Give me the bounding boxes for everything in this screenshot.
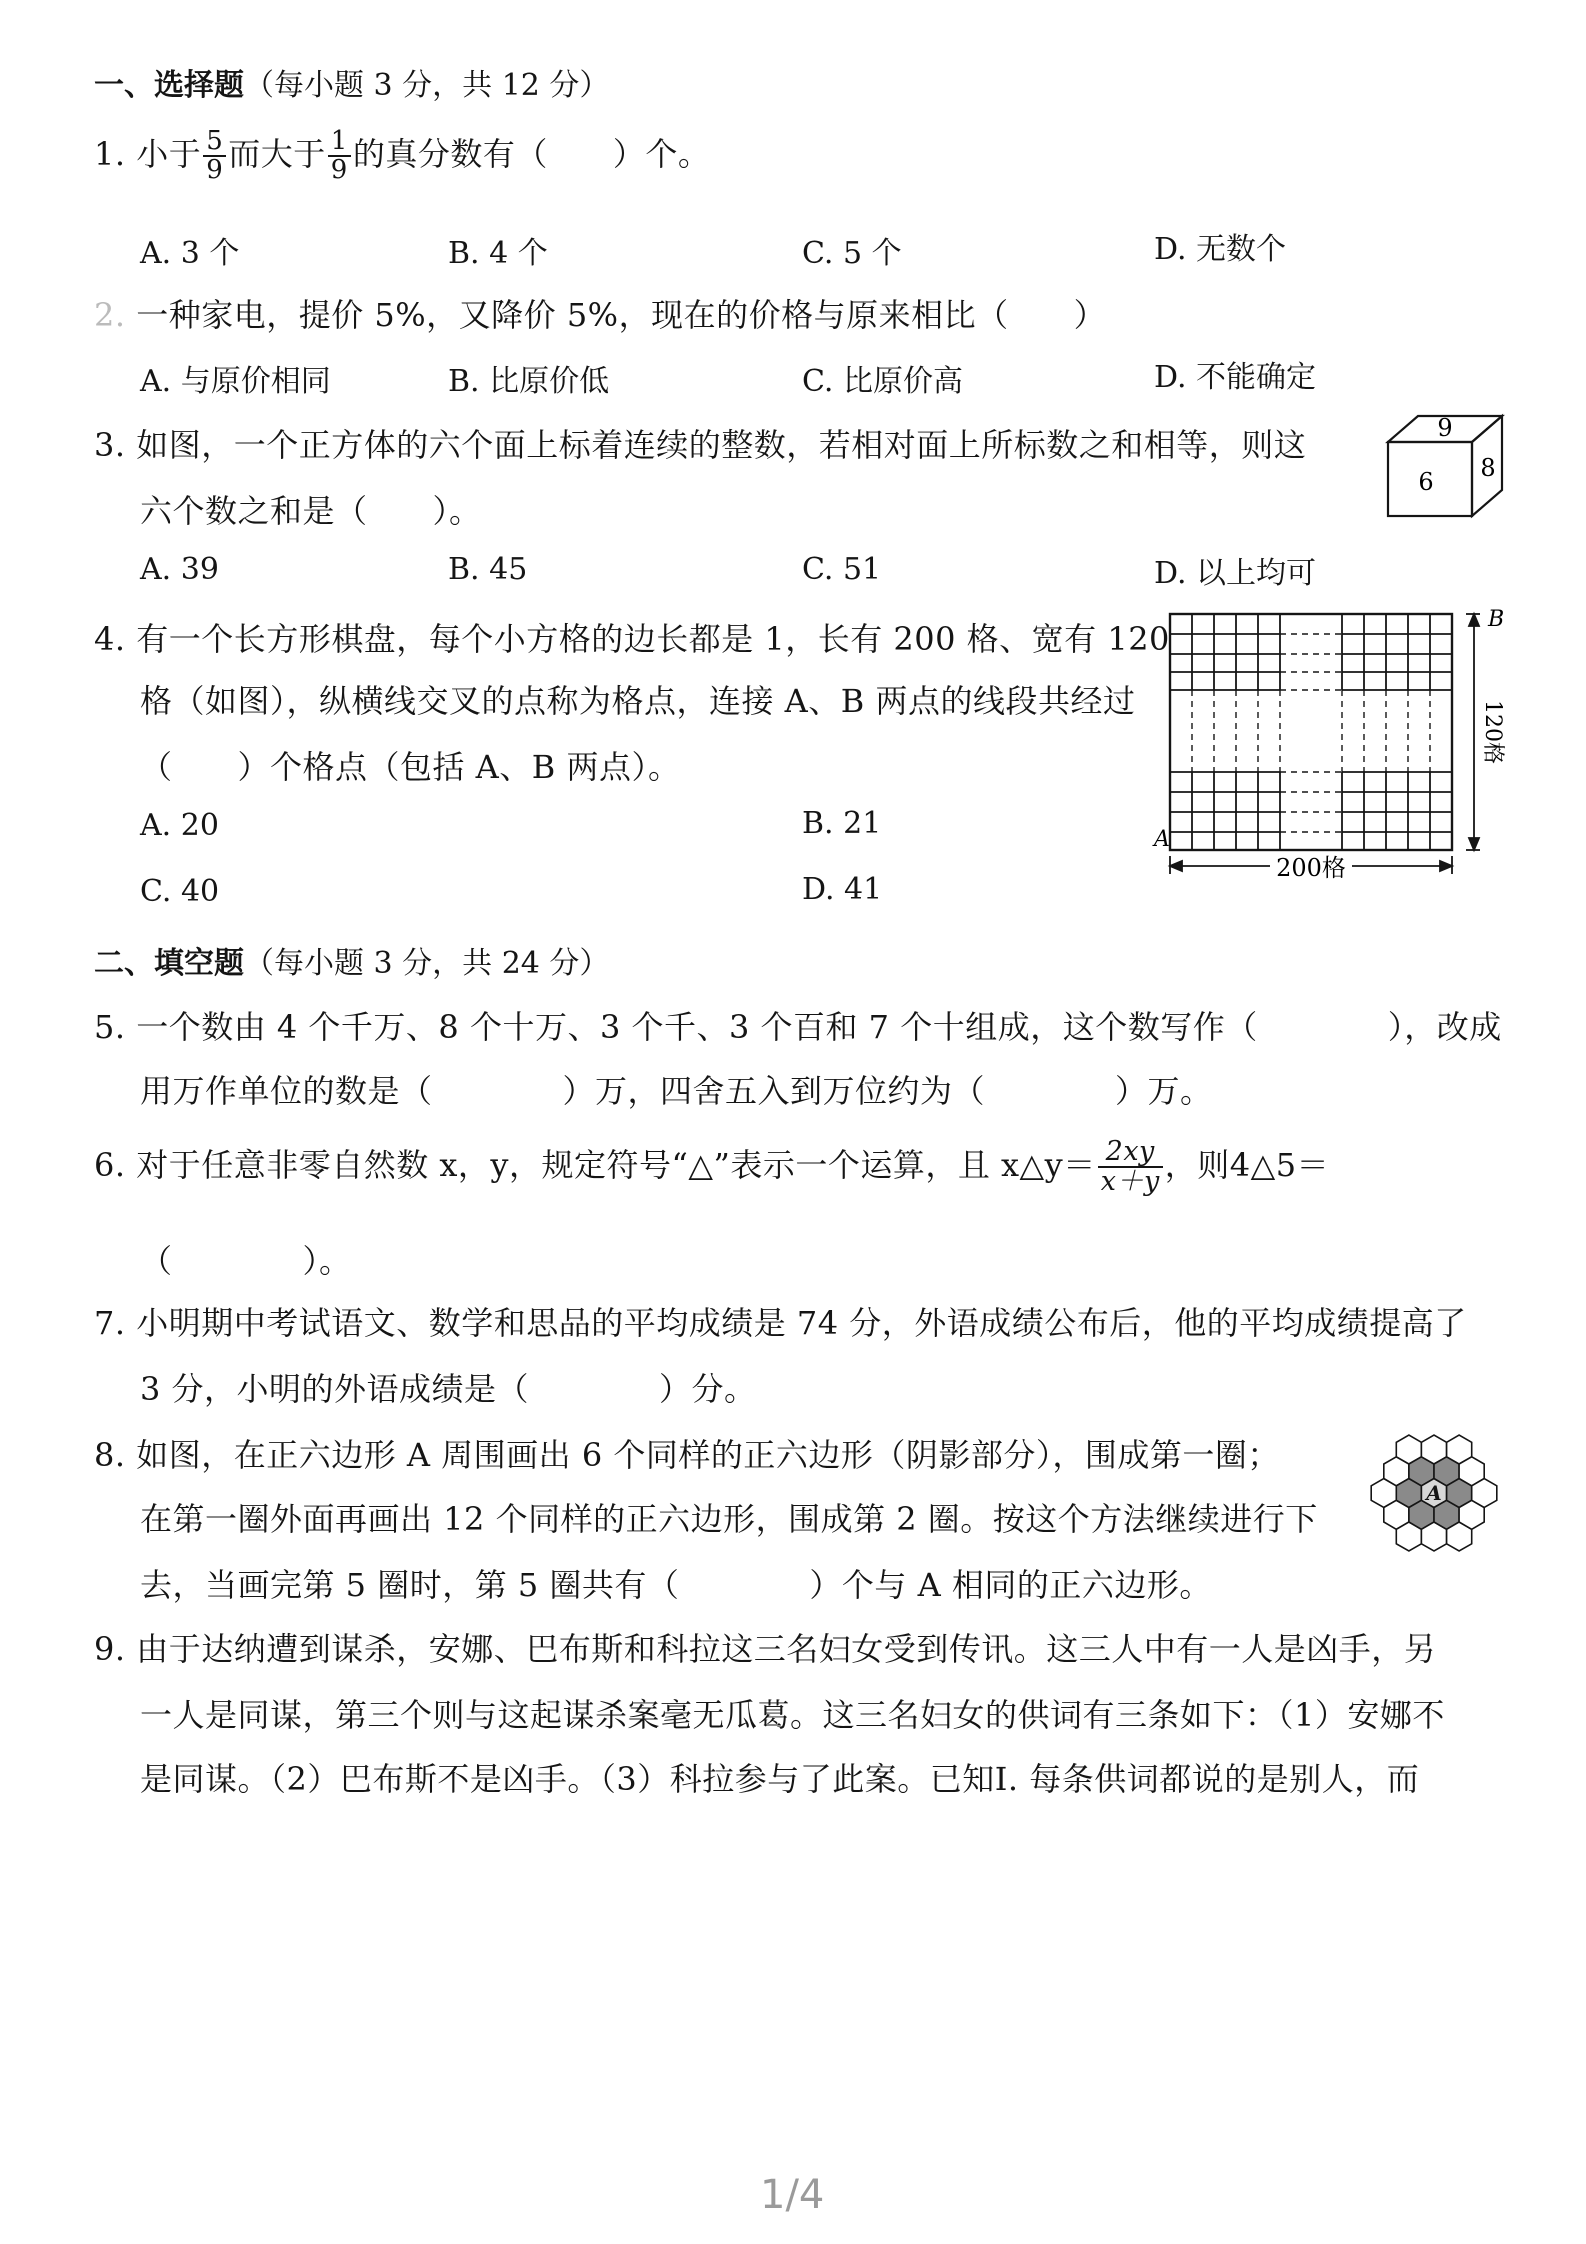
q4-option-a: A. 20	[140, 808, 219, 843]
q2-option-a: A. 与原价相同	[140, 364, 331, 399]
question-8-line-3: 去，当画完第 5 圈时，第 5 圈共有（ ）个与 A 相同的正六边形。	[140, 1566, 1212, 1604]
question-number: 9.	[94, 1630, 126, 1668]
section-note: （每小题 3 分，共 24 分）	[244, 946, 610, 981]
fraction-2xy-over-x-plus-y: $\frac{2xy}{x+y}$	[1098, 1138, 1163, 1197]
question-1	[94, 128, 710, 185]
q3-option-d: D. 以上均可	[1154, 556, 1317, 591]
q4-option-d: D. 41	[802, 872, 883, 907]
q2-option-b: B. 比原价低	[448, 364, 610, 399]
section-1-heading	[94, 60, 609, 104]
question-text: 有一个长方形棋盘，每个小方格的边长都是 1，长有 200 格、宽有 120	[136, 620, 1170, 658]
board-grid-lines	[1170, 614, 1452, 850]
section-title: 二、填空题	[94, 946, 244, 981]
question-6-line-1	[94, 1138, 1329, 1197]
cube-figure	[1384, 412, 1508, 522]
cube-right-label: 8	[1480, 454, 1496, 482]
q2-option-c: C. 比原价高	[802, 364, 963, 399]
height-dimension	[1466, 614, 1480, 850]
section-title: 一、选择题	[94, 68, 244, 103]
question-text: 一个数由 4 个千万、8 个十万、3 个千、3 个百和 7 个十组成，这个数写作（ ），改成	[136, 1008, 1502, 1046]
height-label: 120格	[1480, 700, 1505, 764]
q4-option-c: C. 40	[140, 874, 220, 909]
question-number: 8.	[94, 1436, 126, 1474]
question-4-line-3: （ ）个格点（包括 A、B 两点）。	[140, 748, 681, 786]
question-9-line-2: 一人是同谋，第三个则与这起谋杀案毫无瓜葛。这三名妇女的供词有三条如下：（1）安娜不	[140, 1696, 1445, 1734]
question-9-line-1	[94, 1624, 1436, 1670]
question-2	[94, 290, 1106, 336]
question-7-line-2: 3 分，小明的外语成绩是（ ）分。	[140, 1370, 757, 1408]
ring-2-hexagon	[1472, 1479, 1497, 1508]
board-dashed-lines	[1192, 634, 1430, 832]
question-number: 3.	[94, 426, 126, 464]
question-7-line-1	[94, 1298, 1467, 1344]
question-text: ，则4△5＝	[1164, 1145, 1330, 1184]
question-text: 如图，一个正方体的六个面上标着连续的整数，若相对面上所标数之和相等，则这	[136, 426, 1307, 464]
question-number: 4.	[94, 620, 126, 658]
question-9-line-3: 是同谋。（2）巴布斯不是凶手。（3）科拉参与了此案。已知Ⅰ. 每条供词都说的是别人，而	[140, 1760, 1420, 1798]
question-text: 如图，在正六边形 A 周围画出 6 个同样的正六边形（阴影部分），围成第一圈；	[136, 1436, 1280, 1474]
question-text: 而大于	[228, 134, 326, 173]
question-text: 的真分数有（ ）个。	[352, 134, 711, 173]
question-text: 对于任意非零自然数 x，y，规定符号“△”表示一个运算，且 x△y＝	[136, 1145, 1096, 1184]
point-a-label: A	[1154, 827, 1170, 852]
fraction-5-9: $\frac{5}{9}$	[203, 128, 226, 185]
fraction-1-9: $\frac{1}{9}$	[328, 128, 351, 185]
cube-top-label: 9	[1437, 414, 1453, 442]
question-number: 7.	[94, 1304, 126, 1342]
q1-option-c: C. 5 个	[802, 236, 902, 271]
question-4-line-1	[94, 614, 1170, 660]
question-5-line-1	[94, 1002, 1502, 1048]
question-8-line-2: 在第一圈外面再画出 12 个同样的正六边形，围成第 2 圈。按这个方法继续进行下	[140, 1500, 1318, 1538]
question-number: 5.	[94, 1008, 126, 1046]
question-text: 小于	[136, 134, 202, 173]
section-note: （每小题 3 分，共 12 分）	[244, 68, 610, 103]
q4-option-b: B. 21	[802, 806, 882, 841]
q1-option-b: B. 4 个	[448, 236, 548, 271]
question-8-line-1	[94, 1430, 1280, 1476]
q3-option-b: B. 45	[448, 552, 528, 587]
cube-front-label: 6	[1418, 468, 1434, 496]
question-6-line-2: （ ）。	[140, 1242, 352, 1280]
question-number: 6.	[94, 1145, 126, 1184]
page-number: 1/4	[760, 2172, 825, 2218]
q1-option-d: D. 无数个	[1154, 232, 1287, 267]
width-label: 200格	[1276, 854, 1346, 882]
question-4-line-2: 格（如图），纵横线交叉的点称为格点，连接 A、B 两点的线段共经过	[140, 682, 1136, 720]
question-text: 小明期中考试语文、数学和思品的平均成绩是 74 分，外语成绩公布后，他的平均成绩提高了	[136, 1304, 1467, 1342]
question-3-line-2: 六个数之和是（ ）。	[140, 492, 482, 530]
chessboard-figure	[1140, 604, 1520, 884]
question-number: 1.	[94, 134, 126, 173]
board-outline	[1170, 614, 1452, 850]
question-3-line-1	[94, 420, 1306, 466]
q3-option-a: A. 39	[140, 552, 219, 587]
q3-option-c: C. 51	[802, 552, 882, 587]
section-2-heading	[94, 938, 609, 982]
hexagon-figure	[1356, 1414, 1512, 1572]
question-5-line-2: 用万作单位的数是（ ）万，四舍五入到万位约为（ ）万。	[140, 1072, 1213, 1110]
question-text: 由于达纳遭到谋杀，安娜、巴布斯和科拉这三名妇女受到传讯。这三人中有一人是凶手，另	[136, 1630, 1437, 1668]
point-b-label: B	[1488, 607, 1505, 632]
q2-option-d: D. 不能确定	[1154, 360, 1317, 395]
center-hexagon-label: A	[1426, 1481, 1442, 1505]
question-text: 一种家电，提价 5%，又降价 5%，现在的价格与原来相比（ ）	[136, 296, 1107, 334]
question-number: 2.	[94, 296, 126, 334]
q1-option-a: A. 3 个	[140, 236, 240, 271]
